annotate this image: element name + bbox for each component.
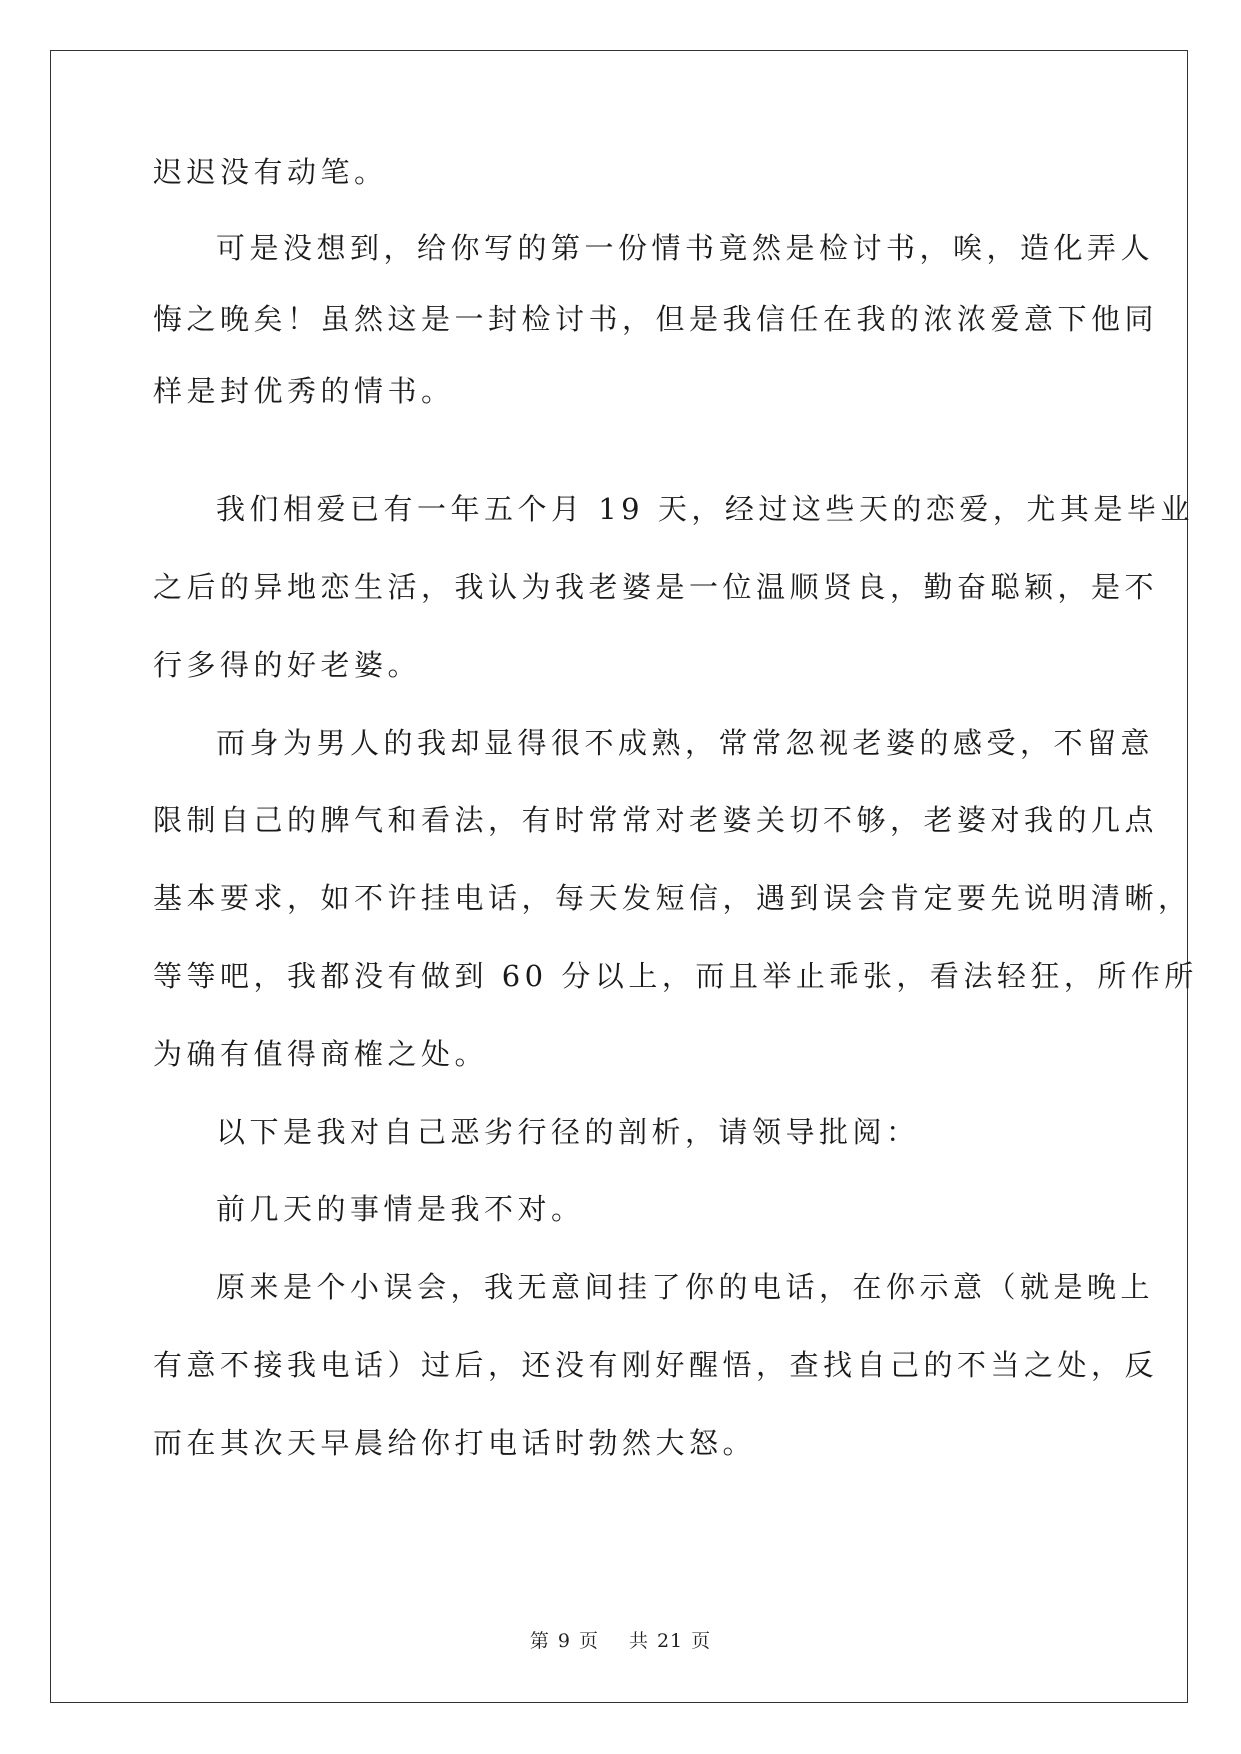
page-number: 9	[557, 1630, 571, 1652]
total-label-prefix: 共	[628, 1630, 649, 1652]
paragraph-line: 前几天的事情是我不对。	[216, 1192, 585, 1226]
text-line: 样是封优秀的情书。	[153, 374, 455, 408]
text-line: 基本要求，如不许挂电话，每天发短信，遇到误会肯定要先说明清晰，	[153, 881, 1192, 915]
total-label-suffix: 页	[691, 1630, 712, 1652]
page-footer	[0, 1626, 1241, 1653]
page-label-suffix: 页	[578, 1630, 599, 1652]
text-line: 有意不接我电话）过后，还没有刚好醒悟，查找自己的不当之处，反	[153, 1348, 1159, 1382]
paragraph-line: 我们相爱已有一年五个月 19 天，经过这些天的恋爱，尤其是毕业	[216, 492, 1194, 526]
page-label-prefix: 第	[529, 1630, 550, 1652]
text-line: 限制自己的脾气和看法，有时常常对老婆关切不够，老婆对我的几点	[153, 803, 1159, 837]
text-line: 悔之晚矣！虽然这是一封检讨书，但是我信任在我的浓浓爱意下他同	[153, 302, 1159, 336]
text-line: 之后的异地恋生活，我认为我老婆是一位温顺贤良，勤奋聪颖，是不	[153, 570, 1159, 604]
paragraph-line: 原来是个小误会，我无意间挂了你的电话，在你示意（就是晚上	[216, 1270, 1155, 1304]
text-line: 行多得的好老婆。	[153, 648, 422, 682]
text-line: 为确有值得商榷之处。	[153, 1037, 489, 1071]
paragraph-line: 可是没想到，给你写的第一份情书竟然是检讨书，唉，造化弄人	[216, 231, 1155, 265]
text-line: 迟迟没有动笔。	[153, 155, 388, 189]
paragraph-line: 而身为男人的我却显得很不成熟，常常忽视老婆的感受，不留意	[216, 726, 1155, 760]
text-line: 而在其次天早晨给你打电话时勃然大怒。	[153, 1426, 757, 1460]
total-pages: 21	[656, 1630, 684, 1652]
text-line: 等等吧，我都没有做到 60 分以上，而且举止乖张，看法轻狂，所作所	[153, 959, 1198, 993]
paragraph-line: 以下是我对自己恶劣行径的剖析，请领导批阅：	[216, 1115, 920, 1149]
